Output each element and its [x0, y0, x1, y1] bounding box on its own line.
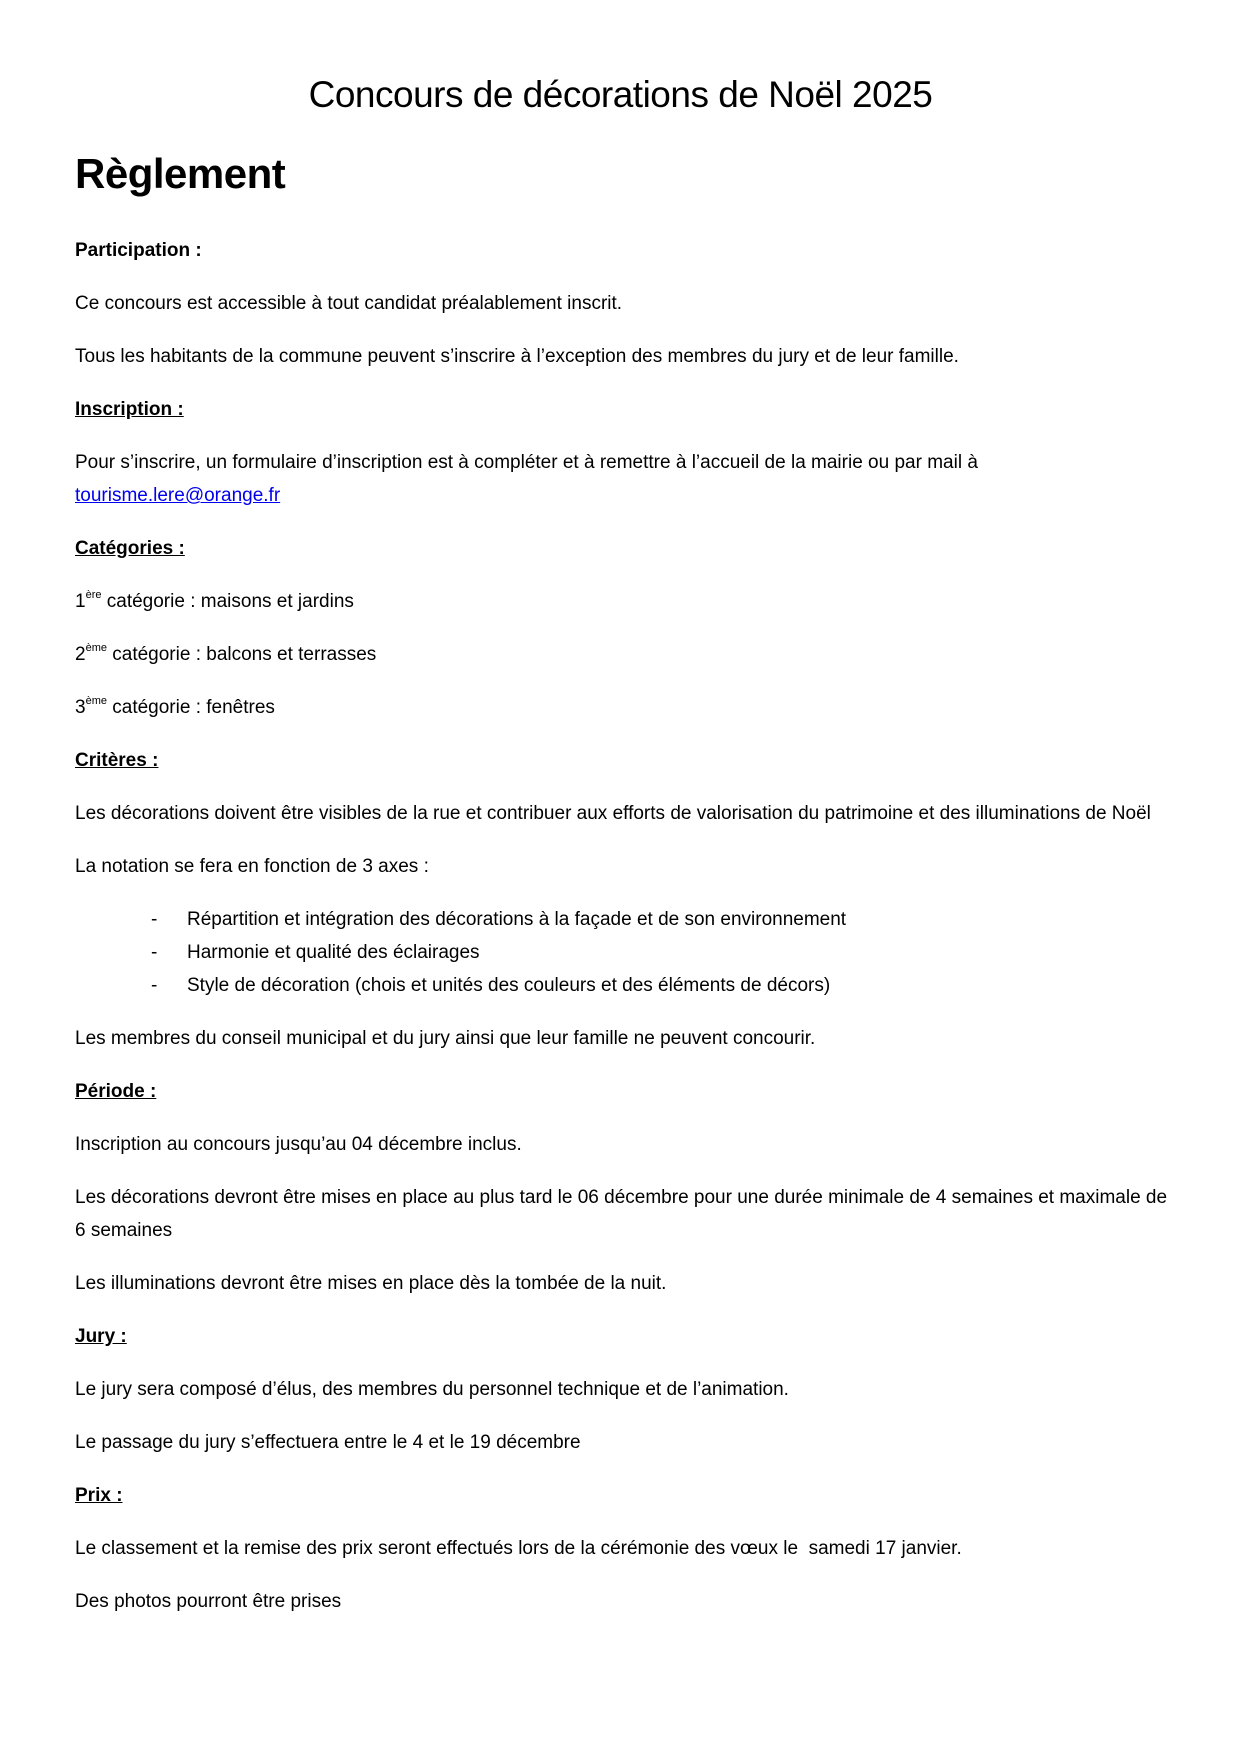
paragraph: Inscription au concours jusqu’au 04 décembre inclus.: [75, 1134, 522, 1155]
paragraph: Ce concours est accessible à tout candidat préalablement inscrit.: [75, 293, 623, 314]
list-item: [75, 969, 1170, 1002]
section-heading-categories: Catégories :: [75, 538, 185, 559]
category-number: 2: [75, 644, 86, 665]
paragraph: Le classement et la remise des prix seront effectués lors de la cérémonie des vœux le samedi 17 janvier.: [75, 1538, 962, 1559]
list-item-text: Harmonie et qualité des éclairages: [187, 942, 480, 963]
list-item: [75, 903, 1170, 936]
category-text: catégorie : balcons et terrasses: [106, 644, 377, 665]
list-item-text: Répartition et intégration des décorations à la façade et de son environnement: [187, 909, 847, 930]
paragraph: Le jury sera composé d’élus, des membres du personnel technique et de l’animation.: [75, 1379, 789, 1400]
paragraph: Les membres du conseil municipal et du jury ainsi que leur famille ne peuvent concourir.: [75, 1028, 816, 1049]
ordinal-suffix: ère: [85, 589, 102, 601]
section-heading-criteres: Critères :: [75, 750, 159, 771]
section-heading-periode: Période :: [75, 1081, 157, 1102]
email-link[interactable]: tourisme.lere@orange.fr: [75, 485, 281, 506]
bullet-dash: -: [151, 975, 158, 996]
ordinal-suffix: ème: [85, 642, 107, 654]
paragraph: Des photos pourront être prises: [75, 1591, 342, 1612]
category-text: catégorie : fenêtres: [106, 697, 275, 718]
document-body: [75, 234, 1170, 1638]
category-item: [75, 691, 1170, 724]
paragraph: Les illuminations devront être mises en place dès la tombée de la nuit.: [75, 1273, 667, 1294]
category-item: [75, 585, 1170, 618]
paragraph: Tous les habitants de la commune peuvent s’inscrire à l’exception des membres du jury et de leur famille.: [75, 346, 959, 367]
inscription-text: Pour s’inscrire, un formulaire d’inscription est à compléter et à remettre à l’accueil de la mairie ou par mail à: [75, 452, 978, 473]
bullet-dash: -: [151, 942, 158, 963]
criteria-list: [75, 903, 1170, 1002]
section-heading-prix: Prix :: [75, 1485, 123, 1506]
section-heading-inscription: Inscription :: [75, 399, 184, 420]
section-heading-jury: Jury :: [75, 1326, 127, 1347]
page-heading: Règlement: [75, 150, 286, 197]
section-heading-participation: Participation :: [75, 240, 202, 261]
category-number: 3: [75, 697, 86, 718]
bullet-dash: -: [151, 909, 158, 930]
category-number: 1: [75, 591, 86, 612]
list-item: [75, 936, 1170, 969]
list-item-text: Style de décoration (chois et unités des couleurs et des éléments de décors): [187, 975, 831, 996]
category-text: catégorie : maisons et jardins: [101, 591, 354, 612]
paragraph: Le passage du jury s’effectuera entre le 4 et le 19 décembre: [75, 1432, 581, 1453]
paragraph: Les décorations devront être mises en place au plus tard le 06 décembre pour une durée minimale de 4 semaines et maximale de 6 semaines: [75, 1187, 1168, 1241]
ordinal-suffix: ème: [85, 695, 107, 707]
document-title: Concours de décorations de Noël 2025: [308, 74, 933, 115]
paragraph: La notation se fera en fonction de 3 axes :: [75, 856, 429, 877]
paragraph: Les décorations doivent être visibles de la rue et contribuer aux efforts de valorisation du patrimoine et des illuminations de Noël: [75, 803, 1151, 824]
category-item: [75, 638, 1170, 671]
paragraph: [75, 446, 1170, 512]
